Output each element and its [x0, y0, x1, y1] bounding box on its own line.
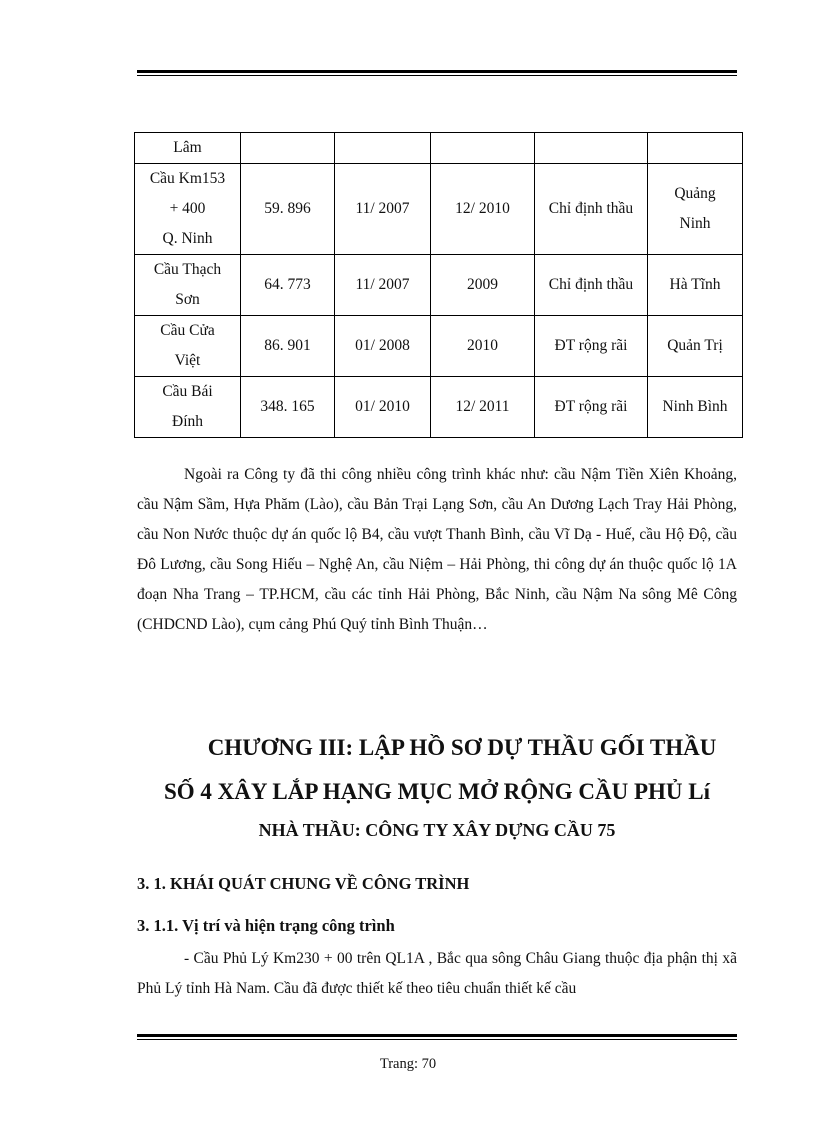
- header-rule: [137, 70, 737, 76]
- table-cell: Cầu Thạch Sơn: [135, 255, 241, 316]
- table-cell: 12/ 2011: [431, 377, 535, 438]
- table-row: [135, 316, 743, 377]
- table-cell: [535, 133, 648, 164]
- table-cell: 12/ 2010: [431, 164, 535, 255]
- table-cell: 01/ 2008: [335, 316, 431, 377]
- projects-table: [134, 132, 743, 438]
- table-cell: 2009: [431, 255, 535, 316]
- table-cell: 86. 901: [241, 316, 335, 377]
- table-cell: Quảng Ninh: [648, 164, 743, 255]
- section-heading: 3. 1. KHÁI QUÁT CHUNG VỀ CÔNG TRÌNH: [137, 874, 470, 893]
- table-cell: [648, 133, 743, 164]
- footer-rule: [137, 1034, 737, 1040]
- table-cell: 01/ 2010: [335, 377, 431, 438]
- table-cell: [241, 133, 335, 164]
- table-cell: 59. 896: [241, 164, 335, 255]
- subsection-heading: 3. 1.1. Vị trí và hiện trạng công trình: [137, 916, 395, 935]
- table-row: [135, 255, 743, 316]
- table-cell: Hà Tĩnh: [648, 255, 743, 316]
- table-cell: [335, 133, 431, 164]
- table-cell: [431, 133, 535, 164]
- table-cell: Chỉ định thầu: [535, 255, 648, 316]
- table-cell: Lâm: [135, 133, 241, 164]
- chapter-title-line-2: SỐ 4 XÂY LẮP HẠNG MỤC MỞ RỘNG CẦU PHỦ Lí: [163, 779, 711, 804]
- table-row: [135, 377, 743, 438]
- table-row: [135, 164, 743, 255]
- contractor-title: NHÀ THẦU: CÔNG TY XÂY DỰNG CẦU 75: [258, 820, 616, 840]
- table-cell: Chỉ định thầu: [535, 164, 648, 255]
- table-cell: 11/ 2007: [335, 164, 431, 255]
- table-cell: Cầu Km153 + 400 Q. Ninh: [135, 164, 241, 255]
- table-cell: ĐT rộng rãi: [535, 316, 648, 377]
- location-paragraph: - Cầu Phủ Lý Km230 + 00 trên QL1A , Bắc qua sông Châu Giang thuộc địa phận thị xã Phủ Lý tỉnh Hà Nam. Cầu đã được thiết kế theo tiêu chuẩn thiết kế cầu: [137, 950, 737, 997]
- table-cell: Quản Trị: [648, 316, 743, 377]
- table-cell: 11/ 2007: [335, 255, 431, 316]
- table-row: [135, 133, 743, 164]
- table-cell: 2010: [431, 316, 535, 377]
- chapter-title-line-1: CHƯƠNG III: LẬP HỒ SƠ DỰ THẦU GỐI THẦU: [207, 735, 717, 760]
- table-cell: 348. 165: [241, 377, 335, 438]
- other-projects-paragraph: Ngoài ra Công ty đã thi công nhiều công trình khác như: cầu Nậm Tiền Xiên Khoảng, cầu Nậm Sầm, Hựa Phăm (Lào), cầu Bản Trại Lạng Sơn, cầu An Dương Lạch Tray Hải Phòng, cầu Non Nước thuộc dự án quốc lộ B4, cầu vượt Thanh Bình, cầu Vĩ Dạ - Huế, cầu Hộ Độ, cầu Đô Lương, cầu Song Hiếu – Nghệ An, cầu Niệm – Hải Phòng, thi công dự án thuộc quốc lộ 1A đoạn Nha Trang – TP.HCM, cầu các tỉnh Hải Phòng, Bắc Ninh, cầu Nậm Na sông Mê Công (CHDCND Lào), cụm cảng Phú Quý tỉnh Bình Thuận…: [137, 466, 737, 633]
- table-cell: Ninh Bình: [648, 377, 743, 438]
- table-cell: Cầu Bái Đính: [135, 377, 241, 438]
- page-number: Trang: 70: [379, 1056, 437, 1072]
- table-cell: 64. 773: [241, 255, 335, 316]
- table-cell: Cầu Cửa Việt: [135, 316, 241, 377]
- table-cell: ĐT rộng rãi: [535, 377, 648, 438]
